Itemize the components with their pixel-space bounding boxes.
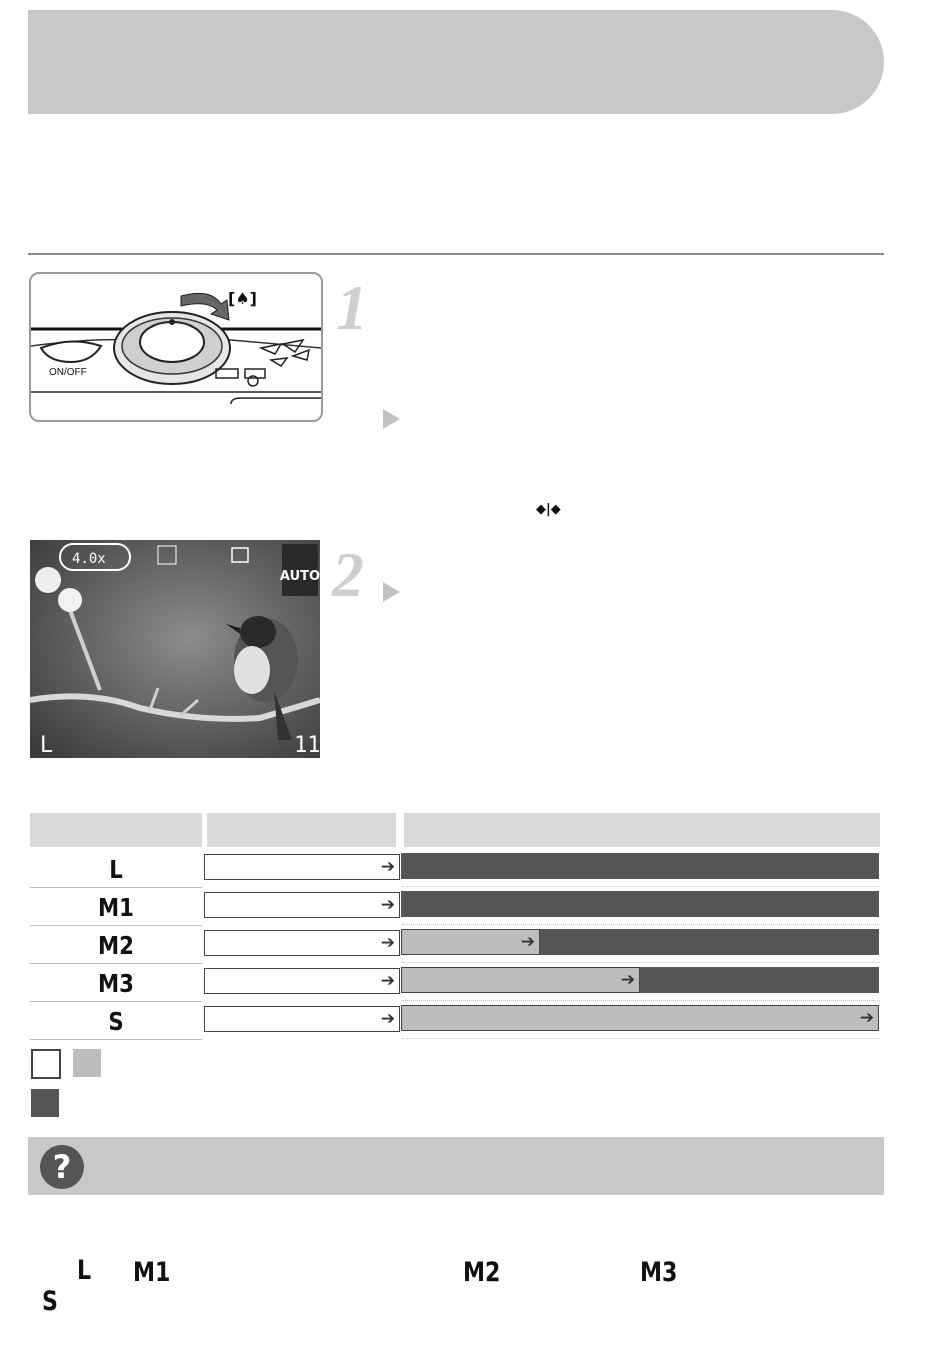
table-header-size <box>30 813 202 847</box>
camera-top-illustration <box>29 272 323 422</box>
legend-gray-square <box>73 1049 101 1077</box>
title-band <box>28 10 884 114</box>
size-label: L <box>109 854 123 884</box>
arrow-icon: ➔ <box>859 1008 874 1028</box>
arrow-icon: ➔ <box>520 932 535 952</box>
mode-badge: AUTO <box>279 569 320 584</box>
shots-remaining: 11 <box>294 733 320 758</box>
legend-dark-square <box>31 1089 59 1117</box>
size-glyph-m3: M3 <box>640 1257 678 1288</box>
bullet-arrow-icon <box>383 582 400 602</box>
size-indicator: L <box>40 733 53 758</box>
arrow-icon: ➔ <box>380 1009 395 1029</box>
arrow-icon: ➔ <box>380 933 395 953</box>
arrow-icon: ➔ <box>620 970 635 990</box>
step-number-2: 2 <box>332 539 364 610</box>
row-dotted-separator <box>402 924 880 925</box>
camera-screen-photo <box>30 540 320 758</box>
table-header-optical <box>207 813 396 847</box>
size-glyph-l: L <box>77 1255 92 1286</box>
arrow-icon: ➔ <box>380 895 395 915</box>
row-dotted-separator <box>402 1000 880 1001</box>
arrow-icon: ➔ <box>380 971 395 991</box>
power-label: ON/OFF <box>49 367 87 378</box>
camera-top-drawing <box>31 274 321 420</box>
optical-zoom-bar <box>204 854 400 880</box>
legend-white-square <box>31 1049 61 1079</box>
faq-band <box>28 1137 884 1195</box>
size-glyph-s: S <box>42 1286 58 1317</box>
digital-zoom-safe-bar <box>401 1005 879 1031</box>
digital-zoom-degraded-bar <box>401 853 879 879</box>
size-label: M1 <box>98 892 134 922</box>
size-label: M3 <box>98 968 134 998</box>
optical-zoom-bar <box>204 930 400 956</box>
zoom-mark: [♠] <box>228 289 257 308</box>
arrow-icon: ➔ <box>380 857 395 877</box>
bullet-arrow-icon <box>383 409 400 429</box>
size-label: M2 <box>98 930 134 960</box>
step-number-1: 1 <box>336 272 368 343</box>
row-separator <box>30 1039 202 1040</box>
table-header-digital <box>404 813 880 847</box>
row-dotted-separator <box>402 1038 880 1039</box>
row-dotted-separator <box>402 886 880 887</box>
size-label: S <box>108 1006 124 1036</box>
question-icon: ? <box>40 1145 84 1189</box>
digital-zoom-degraded-bar <box>401 891 879 917</box>
optical-zoom-bar <box>204 968 400 994</box>
digital-zoom-safe-bar <box>401 967 640 993</box>
row-dotted-separator <box>402 962 880 963</box>
size-glyph-m2: M2 <box>463 1257 501 1288</box>
screen-drawing <box>30 540 320 758</box>
focus-indicator-icon: ◆|◆ <box>536 502 561 517</box>
section-divider <box>28 253 884 255</box>
size-glyph-m1: M1 <box>133 1257 171 1288</box>
optical-zoom-bar <box>204 1006 400 1032</box>
optical-zoom-bar <box>204 892 400 918</box>
zoom-readout: 4.0x <box>72 551 106 567</box>
digital-zoom-safe-bar <box>401 929 540 955</box>
